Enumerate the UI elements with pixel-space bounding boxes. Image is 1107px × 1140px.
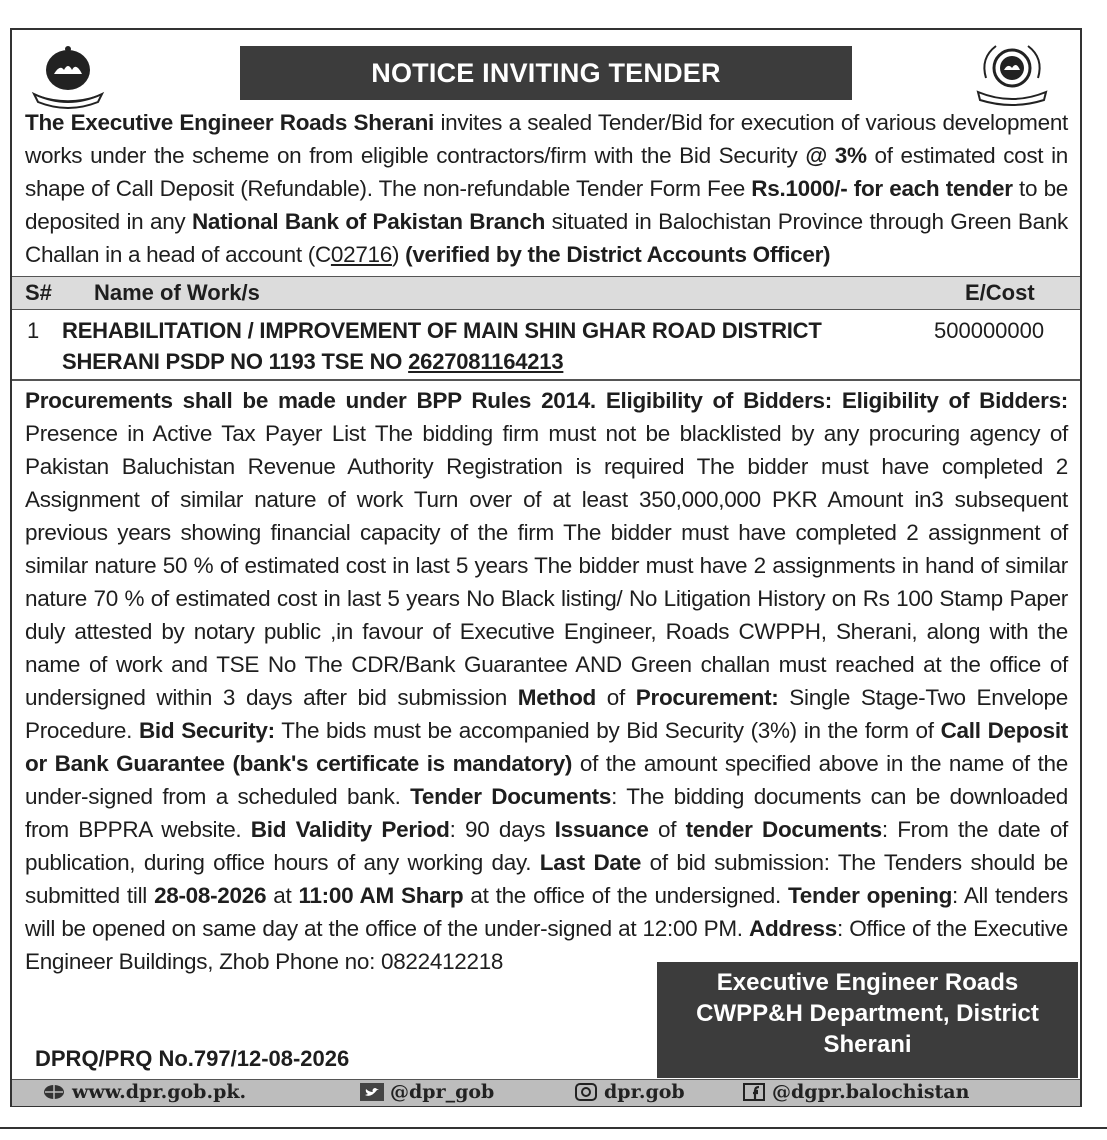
website-link[interactable]: www.dpr.gob.pk.	[72, 1081, 247, 1103]
instagram-handle[interactable]: dpr.gob	[604, 1081, 685, 1103]
column-header-cost: E/Cost	[965, 280, 1035, 305]
instagram-icon	[574, 1083, 598, 1101]
signature-block	[657, 962, 1078, 1078]
government-seal-logo	[972, 38, 1052, 108]
reference-number: DPRQ/PRQ No.797/12-08-2026	[35, 1046, 350, 1071]
row-estimated-cost: 500000000	[934, 318, 1045, 343]
column-header-name: Name of Work/s	[94, 280, 260, 305]
divider	[12, 379, 1080, 381]
facebook-icon	[742, 1083, 766, 1101]
footer-bar	[12, 1079, 1080, 1106]
table-row	[12, 312, 1080, 378]
terms-paragraph: Procurements shall be made under BPP Rules 2014. Eligibility of Bidders: Eligibility of Bidders: Presence in Active Tax Payer List The bidding firm must not be blacklisted by any procuring agency of Pakistan Baluchistan Revenue Authority Registration is required The bidder must have completed 2 Assignment of similar nature of work Turn over of at least 350,000,000 PKR Amount in3 subsequent previous years showing financial capacity of the firm The bidder must have completed 2 assignment of similar nature 50 % of estimated cost in last 5 years The bidder must have 2 assignments in hand of similar nature 70 % of estimated cost in last 5 years No Black listing/ No Litigation History on Rs 100 Stamp Paper duly attested by notary public ,in favour of Executive Engineer, Roads CWPPH, Sherani, along with the name of work and TSE No The CDR/Bank Guarantee AND Green challan must reached at the office of undersigned within 3 days after bid submission Method of Procurement: Single Stage-Two Envelope Procedure. Bid Security: The bids must be accompanied by Bid Security (3%) in the form of Call Deposit or Bank Guarantee (bank's certificate is mandatory) of the amount specified above in the name of the under-signed from a scheduled bank. Tender Documents: The bidding documents can be downloaded from BPPRA website. Bid Validity Period: 90 days Issuance of tender Documents: From the date of publication, during office hours of any working day. Last Date of bid submission: The Tenders should be submitted till 28-08-2026 at 11:00 AM Sharp at the office of the undersigned. Tender opening: All tenders will be opened on same day at the office of the under-signed at 12:00 PM. Address: Office of the Executive Engineer Buildings, Zhob Phone no: 0822412218	[25, 388, 1068, 974]
footer-twitter[interactable]	[360, 1081, 494, 1103]
page-title: NOTICE INVITING TENDER	[240, 46, 852, 100]
row-serial: 1	[27, 318, 40, 343]
footer-website[interactable]	[42, 1081, 246, 1103]
table-header	[12, 276, 1080, 310]
row-work-name: REHABILITATION / IMPROVEMENT OF MAIN SHIN GHAR ROAD DISTRICT SHERANI PSDP NO 1193 TSE NO 2627081164213	[62, 318, 822, 374]
footer-instagram[interactable]	[574, 1081, 685, 1103]
globe-hand-icon	[42, 1083, 66, 1101]
signature-line-1: Executive Engineer Roads	[716, 969, 1019, 996]
footer-facebook[interactable]	[742, 1081, 969, 1103]
bottom-rule	[0, 1127, 1107, 1129]
signature-line-2: CWPP&H Department, District	[696, 1000, 1039, 1027]
column-header-sn: S#	[25, 280, 52, 305]
twitter-handle[interactable]: @dpr_gob	[390, 1081, 495, 1103]
balochistan-emblem-logo	[28, 40, 108, 110]
facebook-handle[interactable]: @dgpr.balochistan	[772, 1081, 970, 1103]
twitter-icon	[360, 1083, 384, 1101]
signature-line-3: Sherani	[823, 1031, 912, 1058]
intro-paragraph: The Executive Engineer Roads Sherani invites a sealed Tender/Bid for execution of various development works under the scheme on from eligible contractors/firm with the Bid Security @ 3% of estimated cost in shape of Call Deposit (Refundable). The non-refundable Tender Form Fee Rs.1000/- for each tender to be deposited in any National Bank of Pakistan Branch situated in Balochistan Province through Green Bank Challan in a head of account (C02716) (verified by the District Accounts Officer)	[25, 110, 1068, 267]
